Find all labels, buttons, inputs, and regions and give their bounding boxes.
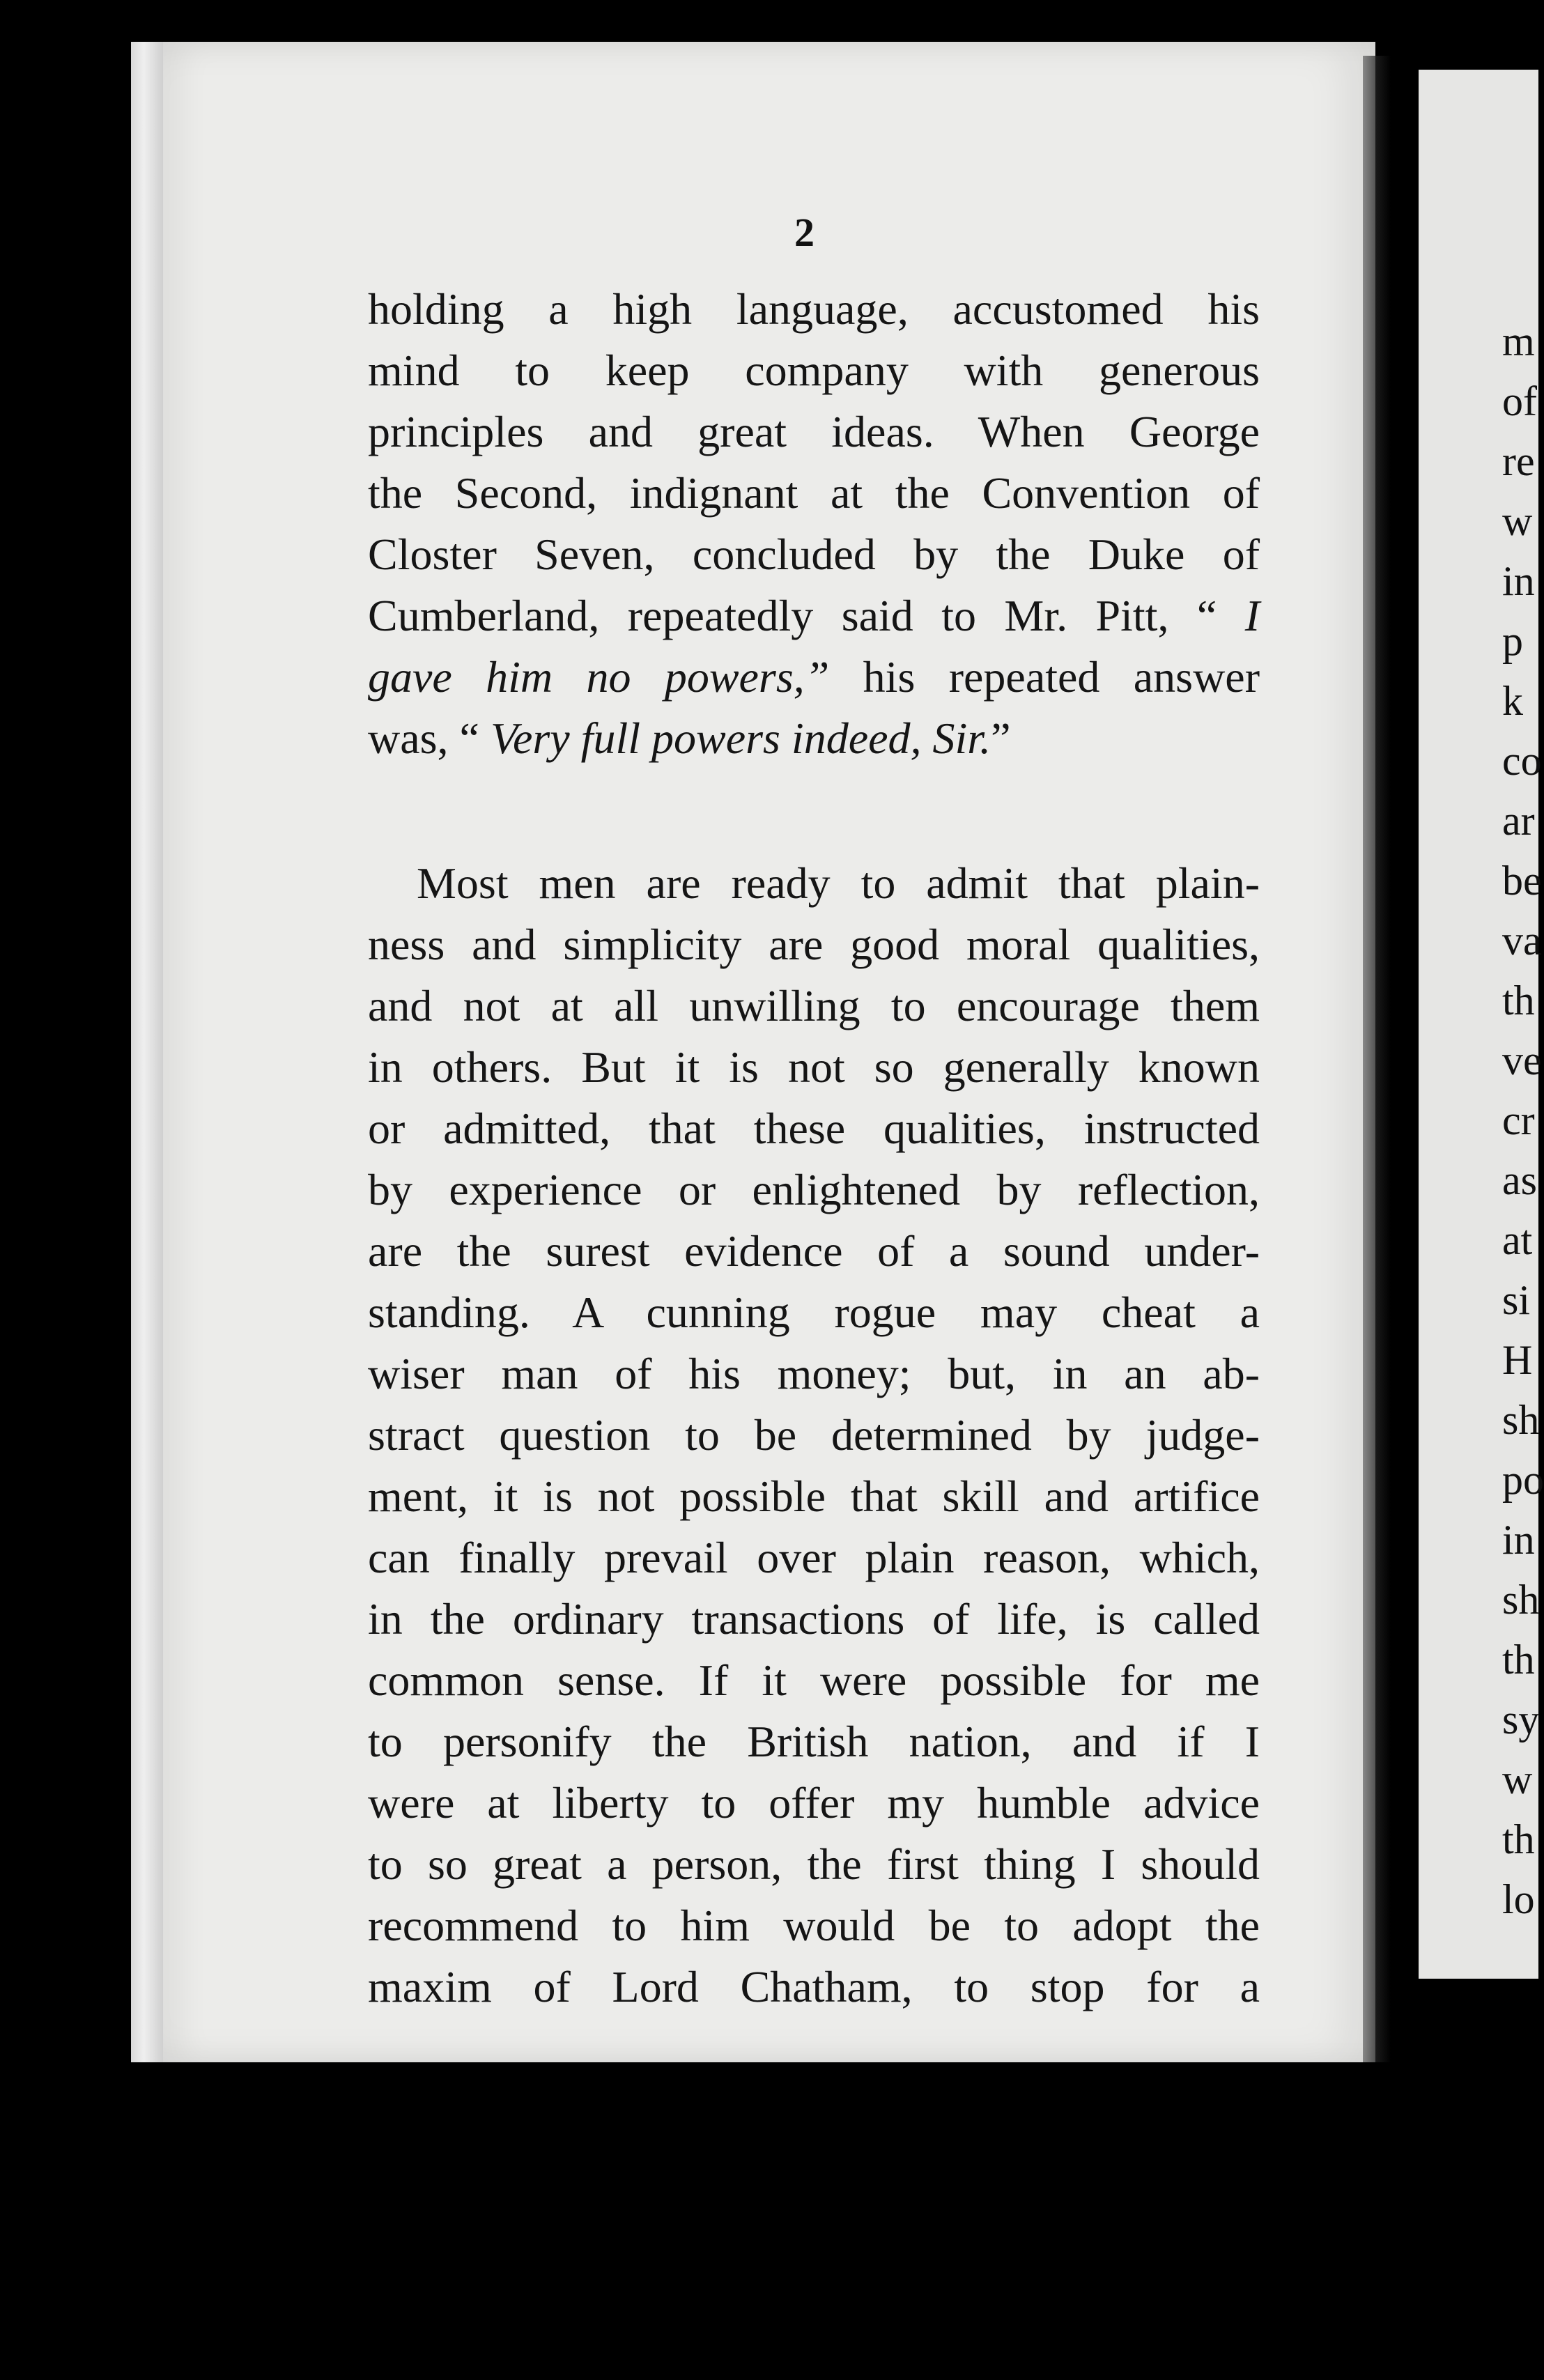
text-line: or admitted, that these qualities, instructed (368, 1104, 1260, 1153)
text-line: ness and simplicity are good moral qualities, (368, 920, 1260, 969)
text-segment: was, “ (368, 713, 491, 763)
paragraph (368, 853, 1260, 2018)
adjacent-line: at (1502, 1217, 1533, 1263)
text-line: recommend to him would be to adopt the (368, 1901, 1260, 1950)
italic-segment: Very full powers indeed, Sir. (490, 713, 991, 763)
adjacent-line: of (1502, 378, 1537, 424)
page-gutter-shadow (1363, 56, 1391, 2062)
text-line: in the ordinary transactions of life, is called (368, 1594, 1260, 1644)
adjacent-line: w (1502, 1756, 1533, 1802)
text-line: Most men are ready to admit that plain- (417, 858, 1260, 908)
adjacent-line: in (1502, 1517, 1535, 1563)
adjacent-line: sh (1502, 1577, 1540, 1623)
italic-segment: I (1244, 591, 1260, 640)
adjacent-line: lo (1502, 1876, 1535, 1922)
text-line: principles and great ideas. When George (368, 407, 1260, 456)
adjacent-line: ar (1502, 798, 1535, 844)
text-line (368, 647, 1260, 708)
text-line: holding a high language, accustomed his (368, 284, 1260, 334)
text-line: common sense. If it were possible for me (368, 1655, 1260, 1705)
adjacent-line: th (1502, 1816, 1535, 1862)
adjacent-line: va (1502, 918, 1542, 964)
text-line: maxim of Lord Chatham, to stop for a (368, 1962, 1260, 2011)
text-line (368, 708, 1260, 769)
adjacent-line: ve (1502, 1037, 1542, 1083)
text-line (368, 585, 1260, 647)
book-spine-edge (131, 42, 165, 2062)
adjacent-line: si (1502, 1277, 1531, 1323)
text-line: to so great a person, the first thing I should (368, 1839, 1260, 1889)
adjacent-line: sy (1502, 1697, 1540, 1742)
adjacent-line: th (1502, 1637, 1535, 1683)
page-number: 2 (794, 210, 815, 255)
adjacent-line: p (1502, 618, 1523, 664)
text-segment: ” (991, 713, 1011, 763)
text-line: were at liberty to offer my humble advice (368, 1778, 1260, 1828)
adjacent-line: cr (1502, 1097, 1535, 1143)
adjacent-line: co (1502, 738, 1542, 784)
adjacent-line: k (1502, 678, 1523, 724)
text-line: to personify the British nation, and if I (368, 1717, 1260, 1766)
text-line: stract question to be determined by judge- (368, 1410, 1260, 1460)
italic-segment: gave him no powers,” (368, 652, 830, 702)
adjacent-line: as (1502, 1157, 1537, 1203)
text-line: mind to keep company with generous (368, 346, 1260, 395)
adjacent-line: po (1502, 1457, 1544, 1503)
adjacent-line: m (1502, 318, 1535, 364)
text-line: can finally prevail over plain reason, which, (368, 1533, 1260, 1582)
text-line: ment, it is not possible that skill and artifice (368, 1471, 1260, 1521)
adjacent-page-fragment (1419, 70, 1544, 1979)
adjacent-line: be (1502, 858, 1542, 904)
adjacent-line: sh (1502, 1397, 1540, 1443)
text-line: standing. A cunning rogue may cheat a (368, 1288, 1260, 1337)
body-text (368, 279, 1260, 2018)
adjacent-line: H (1502, 1337, 1533, 1383)
text-line: the Second, indignant at the Convention of (368, 468, 1260, 518)
text-line: in others. But it is not so generally known (368, 1042, 1260, 1092)
text-line: wiser man of his money; but, in an ab- (368, 1349, 1260, 1398)
text-segment: Cumberland, repeatedly said to Mr. Pitt, “ (368, 591, 1245, 640)
adjacent-line: th (1502, 978, 1535, 1023)
adjacent-line: w (1502, 498, 1533, 544)
paragraph (368, 279, 1260, 769)
adjacent-line: re (1502, 438, 1535, 484)
text-line: are the surest evidence of a sound under- (368, 1226, 1260, 1276)
text-line: by experience or enlightened by reflection, (368, 1165, 1260, 1214)
text-segment: his repeated answer (829, 652, 1260, 702)
paragraph-gap (368, 769, 1260, 853)
adjacent-line: in (1502, 558, 1535, 604)
text-line: and not at all unwilling to encourage them (368, 981, 1260, 1030)
text-line: Closter Seven, concluded by the Duke of (368, 530, 1260, 579)
